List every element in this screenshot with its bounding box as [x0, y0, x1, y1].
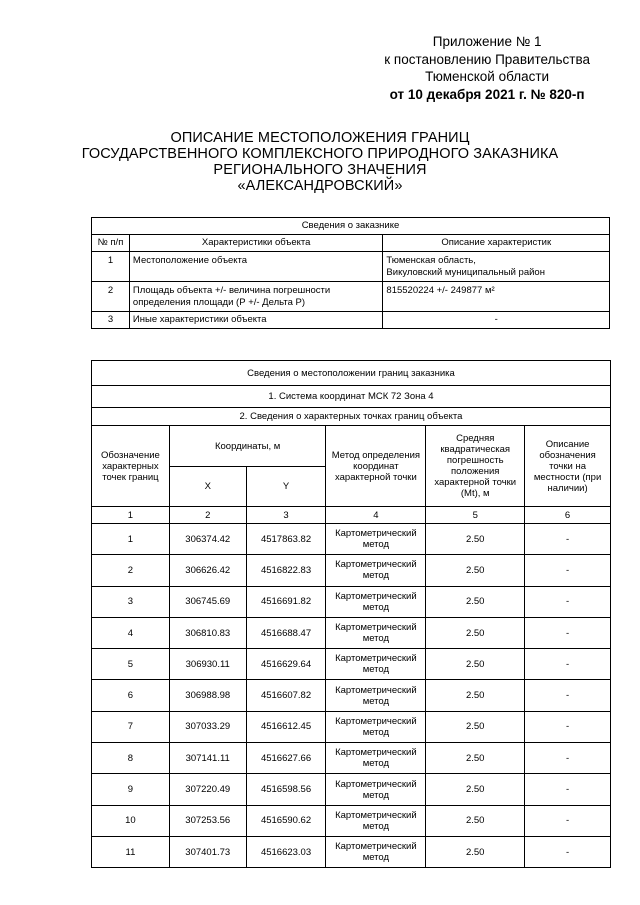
method-line: метод	[362, 601, 390, 613]
point-y: 4516590.62	[246, 805, 326, 836]
header-method: Метод определения координат характерной точки	[326, 426, 426, 507]
method-line: метод	[362, 539, 390, 551]
method-line: Картометрический	[335, 528, 417, 540]
point-description: -	[525, 711, 611, 742]
point-error: 2.50	[426, 711, 525, 742]
method-line: Картометрический	[335, 590, 417, 602]
info-char-line: Площадь объекта +/- величина погрешности	[132, 285, 331, 296]
point-method	[326, 586, 426, 617]
header-resolution: к постановлению Правительства	[384, 51, 590, 67]
header-y: Y	[246, 467, 326, 507]
info-row-desc	[383, 252, 610, 282]
table-row	[92, 649, 611, 680]
point-error: 2.50	[426, 649, 525, 680]
point-method	[326, 680, 426, 711]
point-description: -	[525, 617, 611, 648]
point-id: 5	[92, 649, 170, 680]
table-row	[92, 555, 611, 586]
point-error: 2.50	[426, 743, 525, 774]
info-row-desc: 815520224 +/- 249877 м²	[383, 282, 610, 312]
point-x: 307401.73	[169, 836, 246, 867]
point-x: 306930.11	[169, 649, 246, 680]
point-error: 2.50	[426, 805, 525, 836]
point-y: 4516691.82	[246, 586, 326, 617]
point-x: 306810.83	[169, 617, 246, 648]
point-x: 307253.56	[169, 805, 246, 836]
point-id: 11	[92, 836, 170, 867]
reserve-info-table	[91, 217, 610, 329]
point-id: 4	[92, 617, 170, 648]
table-row	[92, 680, 611, 711]
point-method	[326, 617, 426, 648]
table-row	[92, 282, 610, 312]
table-row	[92, 805, 611, 836]
point-method	[326, 836, 426, 867]
point-id: 3	[92, 586, 170, 617]
point-description: -	[525, 524, 611, 555]
column-number: 1	[92, 507, 170, 524]
point-x: 306626.42	[169, 555, 246, 586]
info-table-caption: Сведения о заказнике	[92, 218, 610, 235]
info-row-char	[129, 282, 383, 312]
points-section-title: 2. Сведения о характерных точках границ объекта	[92, 408, 611, 426]
table-row	[92, 586, 611, 617]
title-line-2: ГОСУДАРСТВЕННОГО КОМПЛЕКСНОГО ПРИРОДНОГО ЗАКАЗНИКА	[81, 146, 559, 162]
point-x: 306988.98	[169, 680, 246, 711]
table-row	[92, 743, 611, 774]
info-col-desc: Описание характеристик	[383, 235, 610, 252]
point-description: -	[525, 680, 611, 711]
column-numbers-row	[92, 507, 611, 524]
coordinate-system: 1. Система координат МСК 72 Зона 4	[92, 386, 611, 408]
method-line: Картометрический	[335, 809, 417, 821]
column-number: 4	[326, 507, 426, 524]
column-number: 3	[246, 507, 326, 524]
point-method	[326, 805, 426, 836]
info-row-desc: -	[383, 312, 610, 329]
method-line: Картометрический	[335, 747, 417, 759]
header-x: X	[169, 467, 246, 507]
header-coords: Координаты, м	[169, 426, 326, 467]
header-date: от 10 декабря 2021 г. № 820-п	[389, 86, 585, 102]
header-region: Тюменской области	[425, 69, 550, 84]
boundary-table-caption: Сведения о местоположении границ заказника	[92, 361, 611, 386]
column-number: 2	[169, 507, 246, 524]
title-line-1: ОПИСАНИЕ МЕСТОПОЛОЖЕНИЯ ГРАНИЦ	[170, 130, 470, 146]
point-method	[326, 774, 426, 805]
point-description: -	[525, 649, 611, 680]
point-y: 4516623.03	[246, 836, 326, 867]
point-x: 306745.69	[169, 586, 246, 617]
method-line: Картометрический	[335, 778, 417, 790]
point-id: 7	[92, 711, 170, 742]
point-x: 307220.49	[169, 774, 246, 805]
point-error: 2.50	[426, 524, 525, 555]
point-description: -	[525, 774, 611, 805]
info-row-num: 2	[92, 282, 130, 312]
info-row-num: 3	[92, 312, 130, 329]
point-x: 307141.11	[169, 743, 246, 774]
method-line: метод	[362, 633, 390, 645]
point-x: 306374.42	[169, 524, 246, 555]
info-desc-line: Тюменская область,	[386, 255, 476, 266]
column-number: 6	[525, 507, 611, 524]
point-y: 4516607.82	[246, 680, 326, 711]
document-header	[384, 33, 590, 103]
point-error: 2.50	[426, 774, 525, 805]
point-description: -	[525, 743, 611, 774]
point-y: 4516627.66	[246, 743, 326, 774]
method-line: метод	[362, 726, 390, 738]
point-error: 2.50	[426, 836, 525, 867]
table-row	[92, 252, 610, 282]
column-number: 5	[426, 507, 525, 524]
point-error: 2.50	[426, 555, 525, 586]
method-line: Картометрический	[335, 653, 417, 665]
point-id: 2	[92, 555, 170, 586]
point-id: 9	[92, 774, 170, 805]
info-desc-line: Викуловский муниципальный район	[386, 267, 545, 278]
method-line: метод	[362, 789, 390, 801]
point-y: 4516612.45	[246, 711, 326, 742]
method-line: метод	[362, 820, 390, 832]
method-line: метод	[362, 695, 390, 707]
method-line: метод	[362, 664, 390, 676]
point-y: 4516688.47	[246, 617, 326, 648]
point-y: 4516598.56	[246, 774, 326, 805]
method-line: Картометрический	[335, 559, 417, 571]
info-col-num: № п/п	[92, 235, 130, 252]
table-row	[92, 524, 611, 555]
title-line-4: «АЛЕКСАНДРОВСКИЙ»	[237, 178, 403, 194]
info-row-char: Иные характеристики объекта	[129, 312, 383, 329]
point-method	[326, 555, 426, 586]
title-line-3: РЕГИОНАЛЬНОГО ЗНАЧЕНИЯ	[213, 162, 427, 178]
point-id: 6	[92, 680, 170, 711]
point-y: 4517863.82	[246, 524, 326, 555]
method-line: Картометрический	[335, 715, 417, 727]
table-row	[92, 774, 611, 805]
method-line: Картометрический	[335, 622, 417, 634]
table-row	[92, 312, 610, 329]
point-method	[326, 743, 426, 774]
point-description: -	[525, 555, 611, 586]
header-point: Обозначение характерных точек границ	[92, 426, 170, 507]
header-description: Описание обозначения точки на местности (при наличии)	[525, 426, 611, 507]
info-row-num: 1	[92, 252, 130, 282]
info-row-char: Местоположение объекта	[129, 252, 383, 282]
header-appendix: Приложение № 1	[432, 34, 542, 49]
point-error: 2.50	[426, 586, 525, 617]
table-row	[92, 711, 611, 742]
document-title	[0, 130, 640, 194]
method-line: метод	[362, 570, 390, 582]
method-line: Картометрический	[335, 684, 417, 696]
info-col-char: Характеристики объекта	[129, 235, 383, 252]
table-row	[92, 836, 611, 867]
point-x: 307033.29	[169, 711, 246, 742]
point-description: -	[525, 805, 611, 836]
boundary-points-table	[91, 360, 611, 868]
point-error: 2.50	[426, 680, 525, 711]
point-rows	[92, 524, 611, 868]
table-row	[92, 617, 611, 648]
info-char-line: определения площади (Р +/- Дельта Р)	[132, 297, 305, 308]
point-method	[326, 649, 426, 680]
point-id: 10	[92, 805, 170, 836]
point-description: -	[525, 836, 611, 867]
point-method	[326, 524, 426, 555]
point-id: 8	[92, 743, 170, 774]
point-id: 1	[92, 524, 170, 555]
method-line: метод	[362, 852, 390, 864]
header-error: Средняя квадратическая погрешность положения характерной точки (Mt), м	[426, 426, 525, 507]
point-error: 2.50	[426, 617, 525, 648]
point-y: 4516822.83	[246, 555, 326, 586]
point-description: -	[525, 586, 611, 617]
point-method	[326, 711, 426, 742]
method-line: метод	[362, 758, 390, 770]
method-line: Картометрический	[335, 841, 417, 853]
point-y: 4516629.64	[246, 649, 326, 680]
